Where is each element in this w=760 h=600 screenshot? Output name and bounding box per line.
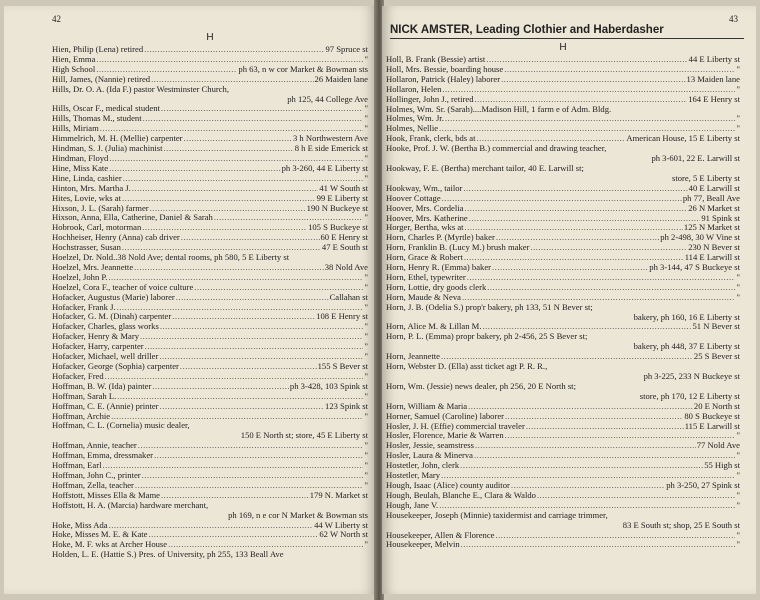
entry-name: Hookway, F. E. (Bertha) merchant tailor, 40 E. Larwill st; [386, 162, 584, 173]
leader-dots [176, 293, 329, 303]
leader-dots [102, 461, 363, 471]
entry-address: store, ph 170, 12 E Liberty st [639, 390, 740, 401]
leader-dots [140, 332, 363, 342]
entry-name: Hofacker, Henry & Mary [52, 331, 139, 342]
entry-name: Hosler, J. H. (Effie) commercial traveler [386, 420, 525, 431]
entry-name: Hollinger, John J., retired [386, 93, 474, 104]
entry-name: Hough, Beulah, Blanche E., Clara & Waldo [386, 489, 536, 500]
entry-name: Hine, Linda, cashier [52, 172, 122, 183]
entry-name: Horn, William & Maria [386, 400, 468, 411]
directory-entry [52, 511, 368, 521]
entry-address: " [736, 63, 740, 74]
entry-name: Hoelzel, Mrs. Jeannette [52, 261, 134, 272]
entry-address: 114 E Larwill st [684, 252, 740, 263]
entry-address: " [364, 351, 368, 362]
entry-name: Hofacker, Augustus (Marie) laborer [52, 291, 175, 302]
entry-name: Hills, Dr. O. A. (Ida F.) pastor Westminster Church, [52, 83, 230, 94]
entry-address: 40 E Larwill st [688, 182, 740, 193]
entry-name: Holmes, Wm. Jr. [386, 113, 444, 124]
leader-dots [109, 164, 281, 174]
entry-address: " [364, 281, 368, 292]
entry-name: Housekeeper, Melvin [386, 539, 460, 550]
entry-address: 80 S Buckeye st [684, 410, 740, 421]
leader-dots [154, 451, 363, 461]
entry-address: " [364, 321, 368, 332]
entry-name: Hobrook, Carl, motorman [52, 222, 142, 233]
right-entry-list [386, 55, 740, 550]
entry-address: " [364, 539, 368, 550]
right-page [382, 6, 756, 594]
entry-address: 77 Nold Ave [696, 440, 740, 451]
entry-address: 108 E Henry st [316, 311, 368, 322]
entry-name: Hostetler, Mary [386, 470, 441, 481]
entry-address: 8 h E side Emerick st [294, 143, 368, 154]
entry-name: Hookway, Wm., tailor [386, 182, 463, 193]
entry-name: Hoffman, Earl [52, 460, 102, 471]
entry-name: Hofacker, George (Sophia) carpenter [52, 361, 179, 371]
entry-name: Holden, L. E. (Hattie S.) Pres. of University, ph 255, 133 Beall Ave [52, 549, 284, 560]
directory-entry [52, 114, 368, 124]
left-page [4, 6, 376, 594]
entry-address: 13 Maiden lane [686, 73, 740, 84]
entry-address: " [364, 152, 368, 163]
entry-address: 3 h Northwestern Ave [292, 133, 368, 144]
entry-name: Hills, Oscar F., medical student [52, 103, 160, 114]
entry-address: 25 S Bever st [693, 351, 740, 362]
entry-address: " [736, 123, 740, 134]
leader-dots [445, 114, 736, 124]
entry-name: Hoover Cottage [386, 192, 441, 203]
entry-address: ph 63, n w cor Market & Bowman sts [238, 63, 368, 74]
entry-name: Hofacker, G. M. (Dinah) carpenter [52, 311, 172, 322]
entry-address: 26 Maiden lane [314, 73, 368, 84]
entry-address: 123 Spink st [325, 400, 368, 411]
entry-address: ph 169, n e cor N Market & Bowman sts [228, 509, 368, 520]
section-letter-left: H [206, 32, 214, 43]
entry-address: Callahan st [329, 291, 368, 302]
leader-dots [530, 243, 687, 253]
entry-address: " [736, 271, 740, 282]
entry-address: ph 3-601, 22 E. Larwill st [651, 153, 740, 164]
entry-name: Hosler, Laura & Minerva [386, 450, 473, 461]
leader-dots [180, 362, 317, 372]
leader-dots [495, 531, 735, 541]
entry-name: Hoke, Miss Ada [52, 519, 108, 530]
entry-address: 125 N Market st [683, 222, 740, 233]
entry-address: 44 W Liberty st [314, 519, 368, 530]
entry-address: " [736, 539, 740, 550]
leader-dots [181, 233, 320, 243]
entry-name: Holl, B. Frank (Bessie) artist [386, 54, 486, 64]
entry-address: " [364, 103, 368, 114]
entry-name: Holl, Mrs. Bessie, boarding house [386, 63, 504, 74]
leader-dots [469, 214, 701, 224]
entry-name: Horn, Charles P. (Myrtle) baker [386, 232, 495, 243]
entry-address: 230 N Bever st [688, 242, 740, 253]
entry-name: Hosler, Florence, Marie & Warren [386, 430, 504, 441]
entry-name: Hills, Thomas M., student [52, 113, 142, 124]
entry-name: Hosler, Jessie, seamstress [386, 440, 474, 451]
entry-address: ph 2-498, 30 W Vine st [660, 232, 740, 243]
directory-entry [386, 521, 740, 531]
leader-dots [467, 273, 736, 283]
entry-address: 55 High st [704, 460, 740, 471]
entry-address: 179 N. Market st [309, 489, 368, 500]
entry-name: Hoffman, John C., printer [52, 469, 141, 480]
entry-address: store, 5 E Liberty st [671, 172, 740, 183]
directory-entry [52, 45, 368, 55]
entry-name: Holmes, Nellie [386, 123, 439, 134]
entry-address: ph 3-144, 47 S Buckeye st [649, 262, 740, 273]
entry-name: Housekeeper, Joseph (Minnie) taxidermist and carriage trimmer, [386, 509, 608, 520]
leader-dots [465, 223, 683, 233]
leader-dots [464, 204, 687, 214]
entry-address: 62 W North st [319, 529, 368, 540]
entry-name: Hixson, J. L. (Sarah) farmer [52, 202, 149, 213]
directory-entry [386, 114, 740, 124]
entry-name: Hough, Isaac (Alice) county auditor [386, 479, 510, 490]
entry-name: Housekeeper, Allen & Florence [386, 529, 495, 540]
leader-dots [143, 114, 364, 124]
entry-name: Hofacker, Frank J. [52, 301, 116, 312]
entry-name: Horn, Franklin B. (Lucy M.) brush maker [386, 242, 530, 253]
entry-name: Hites, Lovie, wks at [52, 192, 121, 203]
entry-address: 155 S Bever st [317, 361, 368, 371]
entry-name: Horn, Ethel, typewriter [386, 271, 466, 282]
directory-entry [386, 204, 740, 214]
entry-address: 91 Spink st [701, 212, 740, 223]
entry-address: " [364, 301, 368, 312]
entry-name: Hochstrasser, Susan [52, 242, 121, 253]
entry-address: " [364, 341, 368, 352]
entry-address: 190 N Buckeye st [306, 202, 368, 213]
entry-name: Horn, Henry R. (Emma) baker [386, 262, 492, 273]
entry-name: Hoffman, C. E. (Annie) printer [52, 400, 159, 411]
entry-address: 38 Nold Ave [324, 261, 368, 272]
entry-address: bakery, ph 448, 37 E Liberty st [633, 341, 740, 352]
entry-address: " [364, 212, 368, 223]
leader-dots [142, 471, 364, 481]
entry-name: Horn, P. L. (Emma) propr bakery, ph 2-456, 25 S Bever st; [386, 331, 588, 342]
entry-name: Hixson, Anna, Ella, Catherine, Daniel & Sarah [52, 212, 213, 223]
entry-name: Horner, Samuel (Caroline) laborer [386, 410, 505, 421]
entry-name: Hoover, Mrs. Katherine [386, 212, 468, 223]
entry-address: 164 E Henry st [688, 93, 740, 104]
entry-name: Hoelzel, John P. [52, 271, 108, 282]
leader-dots [161, 104, 364, 114]
leader-dots [134, 263, 324, 273]
entry-address: " [736, 529, 740, 540]
entry-address: ph 125, 44 College Ave [287, 93, 368, 104]
page-number-left: 42 [52, 14, 61, 24]
entry-name: Hoke, M. F. wks at Archer House [52, 539, 168, 550]
directory-entry [52, 550, 368, 560]
leader-dots [486, 55, 687, 65]
leader-dots [145, 342, 364, 352]
entry-name: Hindman, Floyd [52, 152, 109, 163]
entry-name: Hine, Miss Kate [52, 162, 109, 173]
entry-address: 115 E Larwill st [684, 420, 740, 431]
entry-address: ph 3-260, 44 E Liberty st [281, 162, 368, 173]
leader-dots [172, 312, 315, 322]
entry-address: ph 3-250, 27 Spink st [666, 479, 740, 490]
leader-dots [501, 75, 685, 85]
leader-dots [463, 184, 687, 194]
entry-name: Himmelrich, M. H. (Mellie) carpenter [52, 133, 183, 144]
entry-name: Horn, J. B. (Odelia S.) prop'r bakery, ph 133, 51 N Bever st; [386, 301, 593, 312]
entry-address: ph 3-225, 233 N Buckeye st [643, 371, 740, 381]
entry-name: Hooke, Prof. J. W. (Bertha B.) commercial and drawing teacher, [386, 143, 607, 154]
entry-name: Hough, Jane V. [386, 499, 439, 510]
leader-dots [474, 451, 735, 461]
entry-name: Hoffman, Zella, teacher [52, 479, 134, 490]
leader-dots [526, 422, 684, 432]
page-number-right: 43 [729, 14, 738, 24]
entry-address: " [364, 390, 368, 401]
entry-address: 26 N Market st [688, 202, 740, 213]
entry-address: ph 3-428, 103 Spink st [289, 380, 368, 391]
entry-address: 60 E Henry st [320, 232, 368, 243]
entry-name: Hoffman, Sarah L. [52, 390, 117, 401]
entry-name: Hoffman, B. W. (Ida) painter [52, 380, 152, 391]
leader-dots [144, 45, 324, 55]
entry-name: Hoffman, Archie [52, 410, 111, 421]
entry-name: Horn, Maude & Neva [386, 291, 461, 302]
leader-dots [152, 382, 289, 392]
entry-name: Hollaron, Patrick (Haley) laborer [386, 73, 501, 84]
entry-name: Horn, Alice M. & Lillan M. [386, 321, 482, 332]
entry-address: 44 E Liberty st [688, 54, 740, 64]
entry-name: Hoover, Mrs. Cordelia [386, 202, 464, 213]
entry-name: Hoffstott, Misses Ella & Mame [52, 489, 160, 500]
entry-address: " [364, 460, 368, 471]
entry-address: " [364, 271, 368, 282]
entry-address: " [364, 450, 368, 461]
entry-address: 150 E North st; store, 45 E Liberty st [240, 430, 368, 441]
leader-dots [460, 461, 703, 471]
entry-name: Hofacker, Harry, carpenter [52, 341, 144, 352]
entry-name: Holmes, Wm. Sr. (Sarah)....Madison Hill, 1 farm e of Adm. Bldg. [386, 103, 612, 114]
directory-entry [386, 540, 740, 550]
entry-name: Hien, Philip (Lena) retired [52, 44, 144, 54]
entry-name: Hoffman, Emma, dressmaker [52, 450, 154, 461]
leader-dots [148, 530, 318, 540]
left-entry-list [52, 45, 368, 560]
entry-name: Hindman, S. J. (Julia) machinist [52, 143, 163, 154]
leader-dots [461, 540, 736, 550]
entry-name: Horn, Wm. (Jessie) news dealer, ph 256, 20 E North st; [386, 380, 576, 391]
entry-address: " [364, 410, 368, 421]
entry-address: " [364, 479, 368, 490]
leader-dots [487, 283, 735, 293]
entry-name: Hoke, Misses M. E. & Kate [52, 529, 148, 540]
entry-name: Hollaron, Helen [386, 83, 442, 94]
leader-dots [492, 263, 648, 273]
entry-name: Hochheiser, Henry (Anna) cab driver [52, 232, 180, 243]
leader-dots [138, 441, 364, 451]
leader-dots [160, 402, 324, 412]
entry-name: Horger, Bertha, wks at [386, 222, 464, 233]
entry-address: 99 E Liberty st [316, 192, 368, 203]
entry-address: " [736, 450, 740, 461]
directory-entry [386, 491, 740, 501]
entry-name: Hofacker, Charles, glass works [52, 321, 159, 332]
leader-dots [442, 194, 682, 204]
advertisement-banner: NICK AMSTER, Leading Clothier and Haberdasher [390, 24, 744, 39]
entry-address: " [736, 291, 740, 302]
section-letter-right: H [559, 42, 567, 53]
entry-address: " [364, 123, 368, 134]
entry-address: " [736, 489, 740, 500]
entry-name: Hofacker, Fred [52, 370, 104, 381]
entry-address: 97 Spruce st [325, 44, 368, 54]
entry-name: Hostetler, John, clerk [386, 460, 460, 471]
leader-dots [184, 134, 292, 144]
entry-address: American House, 15 E Liberty st [626, 133, 740, 144]
entry-name: Hoffman, C. L. (Cornelia) music dealer, [52, 420, 190, 431]
entry-address: " [736, 499, 740, 510]
entry-name: Hook, Frank, clerk, bds at [386, 133, 476, 144]
entry-name: Hoffstott, H. A. (Marcia) hardware merchant, [52, 499, 209, 510]
entry-address: " [736, 430, 740, 441]
entry-name: Hinton, Mrs. Martha J. [52, 182, 131, 193]
leader-dots [537, 491, 736, 501]
entry-address: bakery, ph 160, 16 E Liberty st [633, 311, 740, 322]
entry-address: " [364, 440, 368, 451]
entry-address: 20 E North st [693, 400, 740, 411]
entry-address: 105 S Buckeye st [308, 222, 368, 233]
leader-dots [122, 194, 316, 204]
entry-address: " [364, 113, 368, 124]
entry-address: 47 E South st [321, 242, 368, 253]
entry-name: Hill, James, (Nannie) retired [52, 73, 151, 84]
entry-name: High School [52, 63, 96, 74]
entry-name: Hoelzel, Cora F., teacher of voice culture [52, 281, 194, 292]
entry-address: " [736, 470, 740, 481]
leader-dots [132, 184, 319, 194]
leader-dots [164, 144, 294, 154]
entry-address: " [364, 331, 368, 342]
entry-name: Hien, Emma [52, 53, 96, 64]
entry-name: Hoelzel, Dr. Nold..38 Nold Ave; dental rooms, ph 580, 5 E Liberty st [52, 252, 290, 263]
entry-name: Hofacker, Michael, well driller [52, 351, 159, 362]
entry-address: 83 E South st; shop, 25 E South st [622, 519, 740, 530]
entry-name: Horn, Jeannette [386, 351, 440, 362]
entry-name: Hills, Miriam [52, 123, 99, 134]
entry-address: " [364, 172, 368, 183]
leader-dots [475, 441, 696, 451]
entry-address: 51 N Bever st [692, 321, 740, 332]
leader-dots [160, 322, 364, 332]
leader-dots [505, 412, 683, 422]
entry-address: " [736, 281, 740, 292]
directory-entry [52, 194, 368, 204]
entry-address: " [736, 83, 740, 94]
entry-name: Horn, Webster D. (Ella) asst ticket agt P. R. R., [386, 361, 548, 372]
entry-address: " [364, 469, 368, 480]
entry-address: " [364, 370, 368, 381]
entry-name: Hoffman, Annie, teacher [52, 440, 137, 451]
entry-address: " [364, 53, 368, 64]
entry-address: " [736, 113, 740, 124]
entry-address: ph 77, Beall Ave [682, 192, 740, 203]
entry-name: Horn, Lottie, dry goods clerk [386, 281, 487, 292]
entry-name: Horn, Grace & Robert [386, 252, 463, 263]
entry-address: 41 W South st [319, 182, 368, 193]
